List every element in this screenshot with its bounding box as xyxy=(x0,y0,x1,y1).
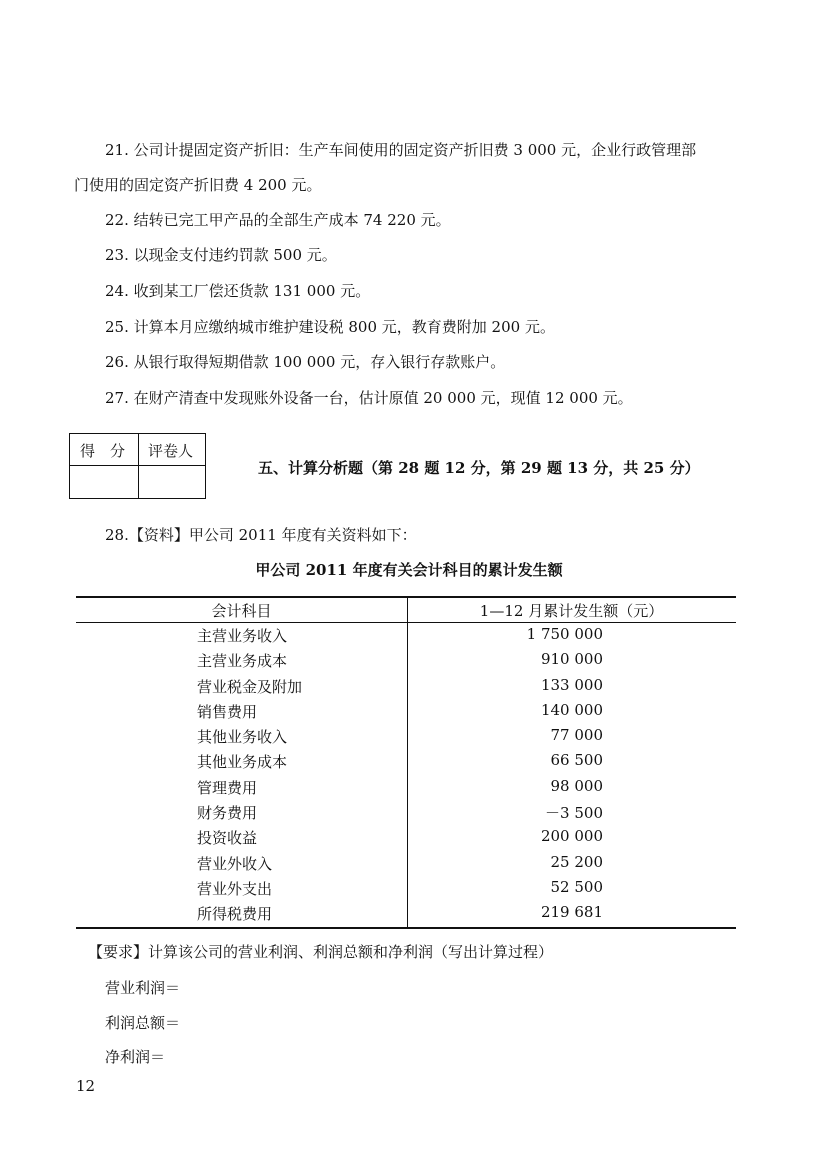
account-name: 其他业务收入 xyxy=(197,728,288,747)
account-name: 销售费用 xyxy=(197,702,258,721)
account-name: 营业外支出 xyxy=(197,879,273,898)
col-amount-header: 1—12 月累计发生额（元） xyxy=(479,602,664,620)
page-number: 12 xyxy=(76,1077,96,1095)
item-25: 25. 计算本月应缴纳城市维护建设税 800 元，教育费附加 200 元。 xyxy=(105,318,555,336)
reviewer-label: 评卷人 xyxy=(148,442,194,460)
reviewer-input[interactable] xyxy=(139,466,206,499)
account-name: 主营业务收入 xyxy=(197,627,288,645)
requirement: 【要求】计算该公司的营业利润、利润总额和净利润（写出计算过程） xyxy=(88,943,554,961)
ledger-table xyxy=(76,596,736,929)
table-caption: 甲公司 2011 年度有关会计科目的累计发生额 xyxy=(255,561,563,579)
account-name: 营业税金及附加 xyxy=(197,677,303,696)
score-label: 得 分 xyxy=(80,442,126,460)
score-box xyxy=(69,433,206,499)
table-row xyxy=(76,749,736,774)
account-amount: 910 000 xyxy=(540,650,603,669)
score-input[interactable] xyxy=(70,466,137,499)
account-name: 所得税费用 xyxy=(197,905,273,924)
account-name: 投资收益 xyxy=(197,829,258,848)
account-name: 营业外收入 xyxy=(197,854,273,873)
item-24: 24. 收到某工厂偿还货款 131 000 元。 xyxy=(105,282,371,300)
q28-intro: 28.【资料】甲公司 2011 年度有关资料如下： xyxy=(105,526,417,544)
account-name: 管理费用 xyxy=(197,778,258,797)
item-21-line1: 21. 公司计提固定资产折旧：生产车间使用的固定资产折旧费 3 000 元，企业行政管理部 xyxy=(105,141,697,159)
table-row xyxy=(76,825,736,850)
item-22: 22. 结转已完工甲产品的全部生产成本 74 220 元。 xyxy=(105,211,451,229)
table-row xyxy=(76,699,736,724)
account-name: 其他业务成本 xyxy=(197,753,288,772)
col-account-header: 会计科目 xyxy=(211,602,272,620)
table-row xyxy=(76,901,736,926)
account-name: 主营业务成本 xyxy=(197,652,288,671)
account-amount: 133 000 xyxy=(540,675,603,694)
account-name: 财务费用 xyxy=(197,804,258,823)
table-row xyxy=(76,648,736,673)
table-row xyxy=(76,623,736,648)
operating-profit-label: 营业利润＝ xyxy=(105,979,181,997)
account-amount: 98 000 xyxy=(550,776,603,795)
account-amount: －3 500 xyxy=(545,804,603,823)
item-27: 27. 在财产清查中发现账外设备一台，估计原值 20 000 元，现值 12 000 元。 xyxy=(105,389,633,407)
table-row xyxy=(76,775,736,800)
section-title: 五、计算分析题（第 28 题 12 分，第 29 题 13 分，共 25 分） xyxy=(258,459,700,477)
account-amount: 77 000 xyxy=(550,726,603,745)
account-amount: 140 000 xyxy=(540,700,603,719)
table-row xyxy=(76,876,736,901)
net-profit-label: 净利润＝ xyxy=(105,1048,166,1066)
item-21-line2: 门使用的固定资产折旧费 4 200 元。 xyxy=(74,176,322,194)
account-amount: 52 500 xyxy=(550,877,603,896)
table-row xyxy=(76,800,736,825)
table-row xyxy=(76,674,736,699)
total-profit-label: 利润总额＝ xyxy=(105,1014,181,1032)
account-amount: 219 681 xyxy=(540,903,603,922)
account-amount: 25 200 xyxy=(550,852,603,871)
account-amount: 66 500 xyxy=(550,751,603,770)
account-amount: 200 000 xyxy=(540,827,603,846)
table-header xyxy=(76,598,736,623)
item-26: 26. 从银行取得短期借款 100 000 元，存入银行存款账户。 xyxy=(105,353,506,371)
table-row xyxy=(76,724,736,749)
table-row xyxy=(76,851,736,876)
account-amount: 1 750 000 xyxy=(526,625,603,643)
item-23: 23. 以现金支付违约罚款 500 元。 xyxy=(105,246,337,264)
